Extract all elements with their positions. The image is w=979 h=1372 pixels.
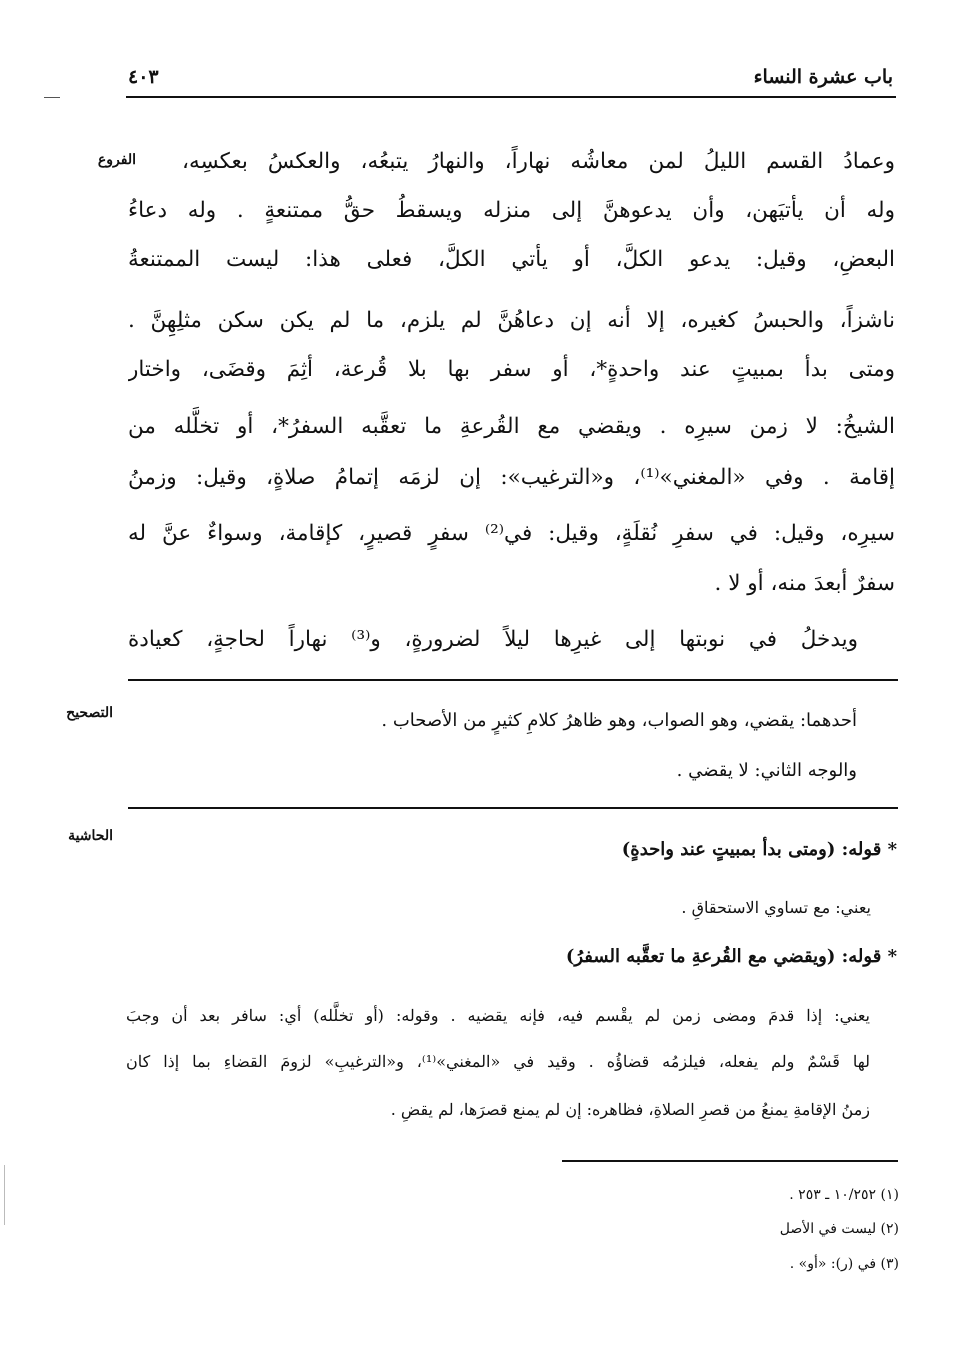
chapter-title: باب عشرة النساء (753, 66, 893, 88)
main-text-line: الشيخُ: لا زمن سيرِه . ويقضي مع القُرعةِ ما تعقَّبه السفرُ*، أو تخلَّله من (128, 414, 895, 439)
footnote-rule (562, 1160, 898, 1162)
section-divider (128, 807, 898, 809)
main-text-line: وله أن يأتيَهن، وأن يدعوهنَّ إلى منزله ويسقطُ حقُّ ممتنعةٍ . وله دعاءُ (128, 198, 895, 223)
margin-mark (44, 97, 60, 98)
hashiya-paragraph-line: زمنُ الإقامةِ يمنعُ من قصرِ الصلاةِ، فظاهره: إن لم يمنع قصرَها، لم يقضِ . (390, 1100, 870, 1119)
main-text-line: ناشزاً، والحبسُ كغيره، إلا أنه إن دعاهُنَّ لم يلزم، ما لم يكن سكن مثلِهِنَّ . (128, 308, 895, 333)
tashih-line: أحدهما: يقضي، وهو الصواب، وهو ظاهرُ كلامِ كثيرٍ من الأصحاب . (381, 710, 857, 731)
main-text-paragraph: ويدخلُ في نوبتها إلى غيرِها ليلاً لضرورةٍ، و⁽³⁾ نهاراً لحاجةٍ، كعيادة (128, 627, 858, 652)
section-label-furu: الفروع (97, 152, 136, 168)
footnote: (٢) ليست في الأصل (779, 1221, 899, 1237)
section-label-hashiya: الحاشية (68, 828, 113, 844)
footnote: (١) ١٠/٢٥٢ ـ ٢٥٣ . (789, 1187, 899, 1203)
page-number: ٤٠٣ (128, 66, 159, 88)
hashiya-quote: * قوله: (ويقضي مع القُرعةِ ما تعقَّبه السفرُ) (565, 946, 897, 967)
main-text-line: سيرِه، وقيل: في سفرِ نُقلَةٍ، وقيل: في⁽²⁾ سفرٍ قصيرٍ، كإقامة، وسواءٌ عنَّ له (128, 521, 895, 546)
tashih-line: والوجه الثاني: لا يقضي . (676, 760, 857, 781)
hashiya-quote: * قوله: (ومتى بدأ بمبيتٍ عند واحدةٍ) (621, 839, 897, 860)
main-text-line: وعمادُ القسم الليلُ لمن معاشُه نهاراً، والنهارُ يتبعُه، والعكسُ بعكسِه، (182, 149, 895, 174)
section-divider (128, 679, 898, 681)
main-text-line: إقامة . وفي «المغني»⁽¹⁾، و«الترغيب»: إن لزمَه إتمامُ صلاةٍ، وقيل: وزمنُ (128, 465, 895, 490)
section-label-tashih: التصحيح (66, 705, 113, 721)
hashiya-text: يعني: مع تساوي الاستحقاقِ . (681, 898, 871, 917)
main-text-line: ومتى بدأ بمبيتٍ عند واحدةٍ*، أو سفر بها بلا قُرعة، أثِمَ وقضَى، واختار (128, 357, 895, 382)
main-text-line: البعضِ، وقيل: يدعو الكلَّ، أو يأتي الكلَّ، فعلى هذا: ليست الممتنعةُ (128, 247, 895, 272)
hashiya-paragraph-line: يعني: إذا قدمَ ومضى زمن لم يقْسم فيه، فإنه يقضيه . وقوله: (أو تخلَّله) أي: سافر بعد أن وجبَ (126, 1006, 870, 1025)
scan-edge-mark (4, 1165, 5, 1225)
header-rule (126, 96, 896, 98)
main-text-line: سفرٌ أبعدَ منه، أو لا . (714, 571, 895, 596)
hashiya-paragraph-line: لها قَسْمٌ ولم يفعله، فيلزمُه قضاؤُه . وقيد في «المغني»⁽¹⁾، و«الترغيبِ» لزومَ القضاءِ بما إذا كان (126, 1052, 870, 1071)
footnote: (٣) في (ر): «أو» . (789, 1256, 899, 1272)
